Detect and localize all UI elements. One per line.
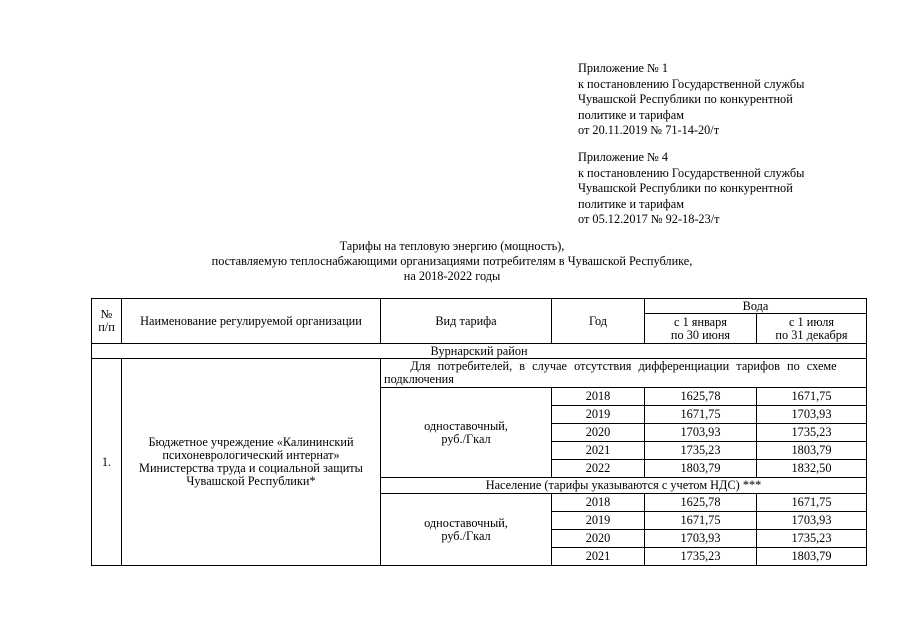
value-second-half: 1703,93 [757,512,867,530]
organization-name: Бюджетное учреждение «Калининский психоневрологический интернат» Министерства труда и социальной защиты Чувашской Республики* [122,359,381,566]
value-first-half: 1625,78 [645,494,757,512]
district-row [92,344,867,359]
tariff-type-cell: одноставочный, руб./Гкал [381,494,552,566]
table-row [92,359,867,388]
header-organization: Наименование регулируемой организации [122,299,381,344]
value-first-half: 1735,23 [645,548,757,566]
group-heading: Население (тарифы указываются с учетом НДС) *** [381,478,867,494]
header-period-second-half: с 1 июля по 31 декабря [757,314,867,344]
tariff-table [91,298,867,566]
title-line: Тарифы на тепловую энергию (мощность), [339,239,565,253]
value-first-half: 1625,78 [645,388,757,406]
year-cell: 2020 [552,424,645,442]
value-second-half: 1832,50 [757,460,867,478]
row-number: 1. [92,359,122,566]
header-tariff-type: Вид тарифа [381,299,552,344]
appendix-4-line: политике и тарифам [578,196,685,211]
value-first-half: 1703,93 [645,424,757,442]
appendix-1-line: Чувашской Республики по конкурентной [578,92,793,106]
group-heading: Для потребителей, в случае отсутствия дифференциации тарифов по схеме подключения [381,359,867,388]
value-second-half: 1671,75 [757,494,867,512]
year-cell: 2018 [552,388,645,406]
value-first-half: 1735,23 [645,442,757,460]
year-cell: 2022 [552,460,645,478]
appendix-1-line: Приложение № 1 [578,61,669,75]
value-first-half: 1671,75 [645,406,757,424]
appendix-4-header [578,150,804,228]
value-second-half: 1735,23 [757,424,867,442]
appendix-4-line: Чувашской Республики по конкурентной [578,181,793,195]
value-first-half: 1671,75 [645,512,757,530]
appendix-4-line: от 05.12.2017 № 92-18-23/т [578,212,720,226]
value-second-half: 1803,79 [757,548,867,566]
document-title [0,239,904,284]
value-second-half: 1735,23 [757,530,867,548]
header-number: № п/п [92,299,122,344]
tariff-type-cell: одноставочный, руб./Гкал [381,388,552,478]
appendix-4-line: к постановлению Государственной службы [578,165,805,180]
appendix-1-line: политике и тарифам [578,107,685,122]
header-period-first-half: с 1 января по 30 июня [645,314,757,344]
year-cell: 2019 [552,406,645,424]
header-water: Вода [645,299,867,314]
district-name: Вурнарский район [92,344,867,359]
year-cell: 2021 [552,548,645,566]
value-second-half: 1803,79 [757,442,867,460]
appendix-1-line: от 20.11.2019 № 71-14-20/т [578,123,720,137]
year-cell: 2019 [552,512,645,530]
year-cell: 2020 [552,530,645,548]
appendix-1-line: к постановлению Государственной службы [578,76,805,91]
year-cell: 2021 [552,442,645,460]
title-line: на 2018-2022 годы [403,269,501,283]
appendix-4-line: Приложение № 4 [578,150,669,164]
value-first-half: 1703,93 [645,530,757,548]
title-line: поставляемую теплоснабжающими организациями потребителям в Чувашской Республике, [211,254,693,268]
year-cell: 2018 [552,494,645,512]
value-second-half: 1671,75 [757,388,867,406]
table-header-row [92,299,867,314]
header-year: Год [552,299,645,344]
appendix-1-header [578,61,804,139]
value-first-half: 1803,79 [645,460,757,478]
value-second-half: 1703,93 [757,406,867,424]
